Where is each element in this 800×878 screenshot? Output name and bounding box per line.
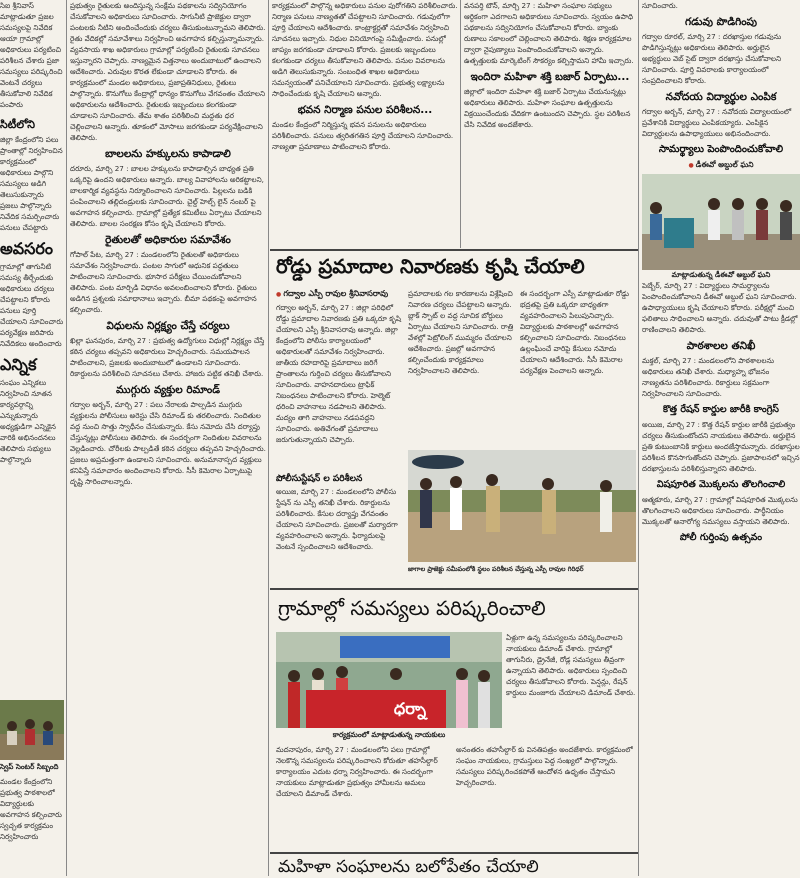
column-4-top: వనపర్తి టౌన్, మార్చి 27 : మహిళా సంఘాల సభ్యులు ఆర్థికంగా ఎదగాలని అధికారులు సూచించారు. స్వయం ఉపాధి పథకాలను సద్వినియోగం చేసుకోవాలని కోరారు. బ్యాంకు రుణాలు సకాలంలో చెల్లించాలని తెలిపారు. శిక్షణ కార్యక్రమాల ద్వారా నైపుణ్యాలు పెంపొందించుకోవాలని అన్నారు. ఉత్పత్తులకు మార్కెటింగ్ సౌకర్యం కల్పిస్తామని హామీ ఇచ్చారు. ఇందిరా మహిళా శక్తి బజార్ ఏర్పాటు... జిల్లాలో ఇందిరా మహిళా శక్తి బజార్ ఏర్పాటు చేయనున్నట్లు అధికారులు తెలిపారు. మహిళా సంఘాల ఉత్పత్తులను విక్రయించేందుకు వేదికగా ఉంటుందని చెప్పారు. స్థల పరిశీలన చేసి నివేదిక అందజేశారు. bbox=[464, 0, 636, 248]
photo-image bbox=[0, 700, 64, 760]
photo-caption: స్వెప్ సెంటర్ సిబ్బంది bbox=[0, 762, 59, 771]
section-heading: రైతులతో అధికారుల సమావేశం bbox=[105, 234, 231, 246]
section-heading: బాలలను హక్కులను కాపాడాలి bbox=[105, 148, 231, 160]
photo-image bbox=[408, 450, 636, 562]
section-heading: ఇందిరా మహిళా శక్తి బజార్ ఏర్పాటు... bbox=[470, 71, 630, 83]
section-heading: విషపూరిత మొక్కలను తొలగించాలి bbox=[656, 479, 786, 490]
story3-headline: మహిళా సంఘాలను బలోపేతం చేయాలి bbox=[278, 857, 539, 877]
story1-col-c: ఈ సందర్భంగా ఎస్పీ మాట్లాడుతూ రోడ్డు భద్రతపై ప్రతి ఒక్కరూ బాధ్యతగా వ్యవహరించాలని పిలుపునిచ్చారు. విద్యార్థులకు పాఠశాలల్లో అవగాహన కల్పించాలని సూచించారు. నిబంధనలు ఉల్లంఘించే వారిపై కేసులు నమోదు చేయాలని ఆదేశించారు. సీసీ కెమెరాల పర్యవేక్షణ పెంచాలని అన్నారు. bbox=[520, 289, 630, 375]
section-heading: గడువు పొడిగింపు bbox=[684, 16, 758, 28]
column-1: సిఐ శ్రీనివాస్ మాట్లాడుతూ ప్రజల సమస్యలపై నివేదిక ఆయా గ్రామాల్లో అధికారులు పర్యటించి పరిశీలన చేశారు ప్రజా సమస్యలు పరిష్కరించి వెంటనే చర్యలు తీసుకోవాలి నివేదిక పంపారు సిటీలోని జిల్లా కేంద్రంలోని పలు ప్రాంతాల్లో నిర్వహించిన కార్యక్రమంలో అధికారులు పాల్గొని సమస్యలు అడిగి తెలుసుకున్నారు ప్రజలు పాల్గొన్నారు నివేదిక సమర్పించారు పనులు చేపట్టారు అవసరం గ్రామాల్లో తాగునీటి సమస్య తీర్చేందుకు అధికారులు చర్యలు చేపట్టాలని కోరారు పనులు పూర్తి చేయాలని సూచించారు పర్యవేక్షణ జరిపారు నివేదికలు అందించారు ఎన్నిక సంఘం ఎన్నికలు నిర్వహించి నూతన కార్యవర్గాన్ని ఎన్నుకున్నారు అధ్యక్షుడిగా ఎన్నికైన వారికి అభినందనలు తెలిపారు సభ్యులు పాల్గొన్నారు స్వెప్ సెంటర్ సిబ్బంది మండల కేంద్రంలోని ప్రభుత్వ పాఠశాలలో విద్యార్థులకు అవగాహన కల్పించారు స్వచ్ఛత కార్యక్రమం నిర్వహించారు bbox=[0, 1, 64, 841]
section-heading: పోలీ గుర్తింపు ఉత్సవం bbox=[679, 532, 763, 543]
story1-headline: రోడ్డు ప్రమాదాల నివారణకు కృషి చేయాలి bbox=[276, 255, 585, 278]
section-heading: అవసరం bbox=[0, 239, 54, 258]
story2-photo bbox=[276, 632, 502, 728]
section-heading: సామర్థ్యాలు పెంపొందించుకోవాలి bbox=[658, 144, 784, 155]
section-heading: కొత్త రేషన్ కార్డుల జారీకి కాంగ్రెస్ bbox=[663, 404, 779, 415]
column-5: సూచించారు. గడువు పొడిగింపు గద్వాల రూరల్, మార్చి 27 : దరఖాస్తుల గడువును పొడిగిస్తున్నట్లు అధికారులు తెలిపారు. అర్హులైన అభ్యర్థులు వెబ్ సైట్ ద్వారా దరఖాస్తు చేసుకోవాలని సూచించారు. పూర్తి వివరాలకు కార్యాలయంలో సంప్రదించాలని కోరారు. నవోదయ విద్యార్థుల ఎంపిక గద్వాల అర్బన్, మార్చి 27 : నవోదయ విద్యాలయంలో ప్రవేశానికి విద్యార్థులు ఎంపికయ్యారు. ఎంపికైన విద్యార్థులను ఉపాధ్యాయులు అభినందించారు. సామర్థ్యాలు పెంపొందించుకోవాలి ● డీఈవో అబ్దుల్ ఘని మాట్లాడుతున్న డీఈవో అబ్దుల్ ఘని పెబ్బేర్, మార్చి 27 : విద్యార్థులు సామర్థ్యాలను పెంపొందించుకోవాలని డీఈవో అబ్దుల్ ఘని సూచించారు. ఉపాధ్యాయులు కృషి చేయాలని కోరారు. పరీక్షల్లో మంచి ఫలితాలు సాధించాలని అన్నారు. చదువుతో పాటు క్రీడల్లో రాణించాలని తెలిపారు. పాఠశాలల తనిఖీ మక్తల్, మార్చి 27 : మండలంలోని పాఠశాలలను అధికారులు తనిఖీ చేశారు. మధ్యాహ్న భోజనం నాణ్యతను పరిశీలించారు. రికార్డులు సక్రమంగా నిర్వహించాలని సూచించారు. కొత్త రేషన్ కార్డుల జారీకి కాంగ్రెస్ అయిజ, మార్చి 27 : కొత్త రేషన్ కార్డుల జారీకి ప్రభుత్వం చర్యలు తీసుకుంటోందని నాయకులు తెలిపారు. అర్హులైన ప్రతి కుటుంబానికి కార్డులు అందజేస్తామన్నారు. దరఖాస్తుల పరిశీలన కొనసాగుతోందని చెప్పారు. ప్రజాపాలనలో ఇచ్చిన దరఖాస్తులను పరిశీలిస్తున్నారని తెలిపారు. విషపూరిత మొక్కలను తొలగించాలి ఆత్మకూరు, మార్చి 27 : గ్రామాల్లో విషపూరిత మొక్కలను తొలగించాలని అధికారులు సూచించారు. పార్థీనియం మొక్కలతో అనారోగ్య సమస్యలు వస్తాయని తెలిపారు. పోలీ గుర్తింపు ఉత్సవం bbox=[642, 0, 800, 876]
story1-photo-caption: జాగాల ప్రాజెక్టు సమీపంలోకి స్థలం పరిశీలన చేస్తున్న ఎస్పీ రావుల గిరిధర్ bbox=[408, 565, 584, 573]
byline: ● డీఈవో అబ్దుల్ ఘని bbox=[642, 159, 800, 172]
section-heading: పోలీసుస్టేషన్ ల పరిశీలన bbox=[276, 474, 363, 484]
article-fragment: సిఐ శ్రీనివాస్ మాట్లాడుతూ ప్రజల సమస్యలపై నివేదిక ఆయా గ్రామాల్లో అధికారులు పర్యటించి పరిశీలన చేశారు ప్రజా సమస్యలు పరిష్కరించి వెంటనే చర్యలు తీసుకోవాలి నివేదిక పంపారు bbox=[0, 1, 63, 109]
section-heading: సిటీలోని bbox=[0, 118, 35, 131]
story1-byline: ● గద్వాల ఎస్పీ రావుల శ్రీనివాసరావు bbox=[276, 288, 456, 301]
photo-image bbox=[642, 174, 800, 270]
story2-headline: గ్రామాల్లో సమస్యలు పరిష్కరించాలి bbox=[278, 596, 546, 620]
section-heading: నవోదయ విద్యార్థుల ఎంపిక bbox=[665, 91, 777, 103]
section-heading: విధులను నిర్లక్ష్యం చేస్తే చర్యలు bbox=[106, 320, 230, 332]
column-3-top: కార్యక్రమంలో పాల్గొన్న అధికారులు పనుల పురోగతిని పరిశీలించారు. నిర్మాణ పనులు నాణ్యతతో చేపట్టాలని సూచించారు. గడువులోగా పూర్తి చేయాలని ఆదేశించారు. కాంట్రాక్టర్లతో సమావేశం నిర్వహించి సూచనలు ఇచ్చారు. నిధుల వినియోగంపై సమీక్షించారు. పనుల్లో జాప్యం జరగకుండా చూడాలని కోరారు. ప్రజలకు ఇబ్బందులు కలగకుండా చర్యలు తీసుకోవాలని తెలిపారు. పనుల వివరాలను అడిగి తెలుసుకున్నారు. సంబంధిత శాఖల అధికారులు సమన్వయంతో పనిచేయాలని సూచించారు. ప్రభుత్వ లక్ష్యాలను సాధించేందుకు కృషి చేయాలని అన్నారు. భవన నిర్మాణ పనుల పరిశీలన... మండల కేంద్రంలో నిర్మిస్తున్న భవన పనులను అధికారులు పరిశీలించారు. పనులు త్వరితగతిన పూర్తి చేయాలని సూచించారు. నాణ్యతా ప్రమాణాలు పాటించాలని కోరారు. bbox=[272, 1, 458, 151]
section-heading: పాఠశాలల తనిఖీ bbox=[686, 340, 756, 352]
story1-col-b: ప్రమాదాలకు గల కారణాలను విశ్లేషించి నివారణ చర్యలు చేపట్టాలని అన్నారు. బ్లాక్ స్పాట్ ల వద్ద సూచిక బోర్డులు ఏర్పాటు చేయాలని సూచించారు. రాత్రి వేళల్లో పెట్రోలింగ్ ముమ్మరం చేయాలని ఆదేశించారు. ప్రజల్లో అవగాహన కల్పించేందుకు కార్యక్రమాలు నిర్వహించాలని తెలిపారు. bbox=[408, 289, 514, 375]
story2-col-b: మదనాపురం, మార్చి 27 : మండలంలోని పలు గ్రామాల్లో నెలకొన్న సమస్యలను పరిష్కరించాలని కోరుతూ తహసీల్దార్ కార్యాలయం ఎదుట ధర్నా నిర్వహించారు. ఈ సందర్భంగా నాయకులు మాట్లాడుతూ ప్రభుత్వం హామీలను అమలు చేయాలని డిమాండ్ చేశారు. bbox=[276, 745, 438, 798]
group-photo bbox=[0, 700, 64, 760]
story2-col-c: అనంతరం తహసీల్దార్ కు వినతిపత్రం అందజేశారు. కార్యక్రమంలో సంఘం నాయకులు, గ్రామస్తులు పెద్ద సంఖ్యలో పాల్గొన్నారు. సమస్యలు పరిష్కరించకపోతే ఆందోళన ఉధృతం చేస్తామని హెచ్చరించారు. bbox=[456, 745, 633, 787]
section-heading: ముగ్గురు వ్యక్తుల రిమాండ్ bbox=[115, 384, 221, 396]
story2-photo-caption: కార్యక్రమంలో మాట్లాడుతున్న నాయకులు bbox=[332, 730, 446, 739]
story1-col-a: గద్వాల అర్బన్, మార్చి 27 : జిల్లా పరిధిలో రోడ్డు ప్రమాదాల నివారణకు ప్రతి ఒక్కరూ కృషి చేయాలని ఎస్పీ శ్రీనివాసరావు అన్నారు. జిల్లా కేంద్రంలోని పోలీసు కార్యాలయంలో అధికారులతో సమావేశం నిర్వహించారు. జాతీయ రహదారిపై ప్రమాదాలు జరిగే ప్రాంతాలను గుర్తించి చర్యలు తీసుకోవాలని సూచించారు. వాహనదారులు ట్రాఫిక్ నిబంధనలు పాటించాలని కోరారు. హెల్మెట్ ధరించి వాహనాలు నడపాలని తెలిపారు. మద్యం తాగి వాహనాలు నడపవద్దని సూచించారు. అతివేగంతో ప్రమాదాలు జరుగుతున్నాయని చెప్పారు. bbox=[276, 303, 401, 444]
dharna-banner-text: ధర్నా bbox=[393, 699, 427, 718]
section-heading: భవన నిర్మాణ పనుల పరిశీలన... bbox=[297, 104, 433, 116]
story1-photo bbox=[408, 450, 636, 562]
column-2: ప్రభుత్వం రైతులకు అందిస్తున్న సంక్షేమ పథకాలను సద్వినియోగం చేసుకోవాలని అధికారులు సూచించారు. సాగునీటి ప్రాజెక్టుల ద్వారా పంటలకు నీటిని అందించేందుకు చర్యలు తీసుకుంటున్నామని తెలిపారు. రైతు వేదికల్లో సమావేశాలు నిర్వహించి అవగాహన కల్పిస్తున్నామన్నారు. వ్యవసాయ శాఖ అధికారులు గ్రామాల్లో పర్యటించి రైతులకు సూచనలు ఇస్తున్నారని చెప్పారు. నాణ్యమైన విత్తనాలు అందుబాటులో ఉంచాలని ఆదేశించారు. ఎరువుల కొరత లేకుండా చూడాలని కోరారు. ఈ కార్యక్రమంలో మండల అధికారులు, ప్రజాప్రతినిధులు, రైతులు పాల్గొన్నారు. కొనుగోలు కేంద్రాల్లో ధాన్యం కొనుగోలు వేగవంతం చేయాలని అధికారులను ఆదేశించారు. రైతులకు ఇబ్బందులు కలగకుండా చూడాలని సూచించారు. తేమ శాతం పరిశీలించి మద్దతు ధర చెల్లించాలని అన్నారు. తూకంలో మోసాలు జరగకుండా పర్యవేక్షించాలని తెలిపారు. బాలలను హక్కులను కాపాడాలి దరూరు, మార్చి 27 : బాలల హక్కులను కాపాడాల్సిన బాధ్యత ప్రతి ఒక్కరిపై ఉందని అధికారులు అన్నారు. బాల్య వివాహాలను అరికట్టాలని, బాలకార్మిక వ్యవస్థను నిర్మూలించాలని సూచించారు. పిల్లలను బడికి పంపించాలని తల్లిదండ్రులకు సూచించారు. చైల్డ్ హెల్ప్ లైన్ నంబర్ పై అవగాహన కల్పించారు. గ్రామాల్లో ప్రత్యేక కమిటీలు ఏర్పాటు చేయాలని తెలిపారు. బాలల సంరక్షణ కోసం కృషి చేయాలని కోరారు. రైతులతో అధికారుల సమావేశం గోపాల్ పేట, మార్చి 27 : మండలంలోని రైతులతో అధికారులు సమావేశం నిర్వహించారు. పంటల సాగులో ఆధునిక పద్ధతులు పాటించాలని సూచించారు. భూసార పరీక్షలు చేయించుకోవాలని తెలిపారు. పంట మార్పిడి విధానం అవలంబించాలని కోరారు. రైతులు అడిగిన ప్రశ్నలకు సమాధానాలు ఇచ్చారు. బీమా పథకంపై అవగాహన కల్పించారు. విధులను నిర్లక్ష్యం చేస్తే చర్యలు ఖిల్లా ఘనపురం, మార్చి 27 : ప్రభుత్వ ఉద్యోగులు విధుల్లో నిర్లక్ష్యం చేస్తే కఠిన చర్యలు తప్పవని అధికారులు హెచ్చరించారు. సమయపాలన పాటించాలని, ప్రజలకు అందుబాటులో ఉండాలని సూచించారు. రికార్డులను పరిశీలించి సూచనలు చేశారు. హాజరు పట్టిక తనిఖీ చేశారు. ముగ్గురు వ్యక్తుల రిమాండ్ గద్వాల అర్బన్, మార్చి 27 : పలు నేరాలకు పాల్పడిన ముగ్గురు వ్యక్తులను పోలీసులు అరెస్టు చేసి రిమాండ్ కు తరలించారు. నిందితుల వద్ద నుంచి సొత్తు స్వాధీనం చేసుకున్నారు. కేసు నమోదు చేసి దర్యాప్తు చేస్తున్నట్లు పోలీసులు తెలిపారు. ఈ సందర్భంగా నిందితుల వివరాలను వెల్లడించారు. చోరీలకు పాల్పడితే కఠిన చర్యలు తప్పవని హెచ్చరించారు. ప్రజలు అప్రమత్తంగా ఉండాలని సూచించారు. అనుమానాస్పద వ్యక్తులు కనిపిస్తే సమాచారం అందించాలని కోరారు. సీసీ కెమెరాల ఏర్పాటుపై దృష్టి సారించాలన్నారు. bbox=[70, 1, 266, 486]
deo-photo bbox=[642, 174, 800, 270]
story1-col-d: అయిజ, మార్చి 27 : మండలంలోని పోలీసు స్టేషన్ ను ఎస్పీ తనిఖీ చేశారు. రికార్డులను పరిశీలించారు. కేసుల దర్యాప్తు వేగవంతం చేయాలని సూచించారు. ప్రజలతో మర్యాదగా వ్యవహరించాలని అన్నారు. ఫిర్యాదులపై వెంటనే స్పందించాలని ఆదేశించారు. bbox=[276, 487, 398, 551]
photo-caption: మాట్లాడుతున్న డీఈవో అబ్దుల్ ఘని bbox=[671, 270, 771, 279]
story2-col-a: ఏళ్లుగా ఉన్న సమస్యలను పరిష్కరించాలని నాయకులు డిమాండ్ చేశారు. గ్రామాల్లో తాగునీరు, డ్రైనేజీ, రోడ్ల సమస్యలు తీవ్రంగా ఉన్నాయని తెలిపారు. అధికారులు స్పందించి చర్యలు తీసుకోవాలని కోరారు. పెన్షన్లు, రేషన్ కార్డులు మంజూరు చేయాలని డిమాండ్ చేశారు. bbox=[506, 633, 636, 697]
section-heading: ఎన్నిక bbox=[0, 355, 37, 374]
